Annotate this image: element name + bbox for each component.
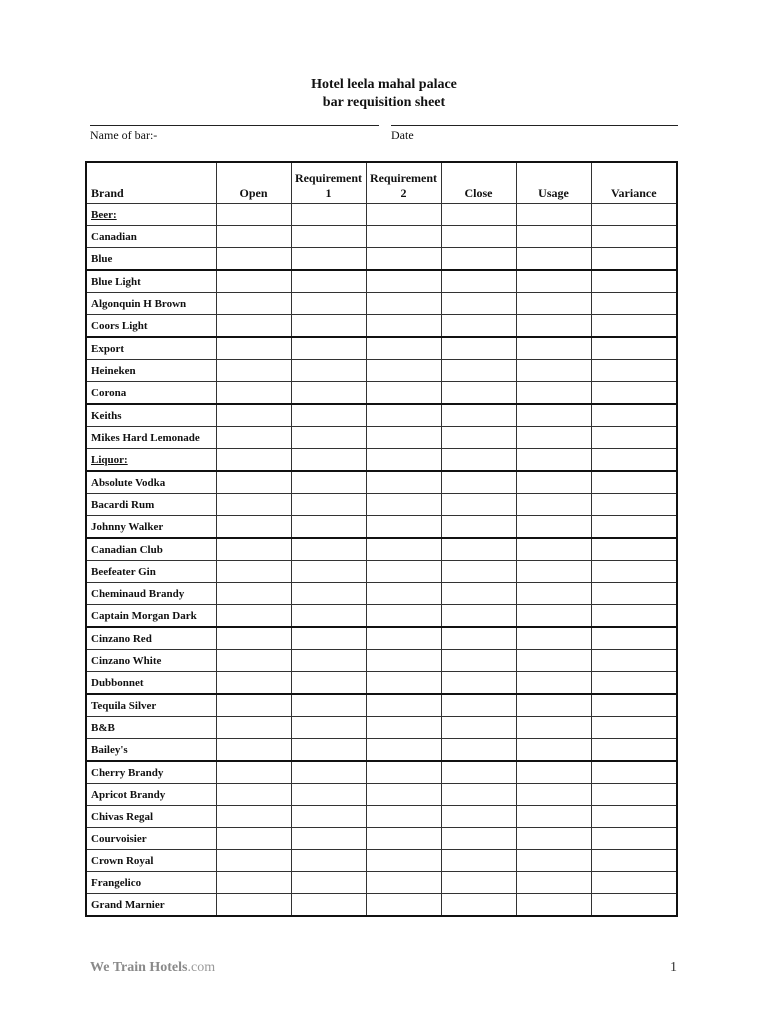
usage-cell xyxy=(516,650,591,672)
open-cell xyxy=(216,583,291,605)
open-cell xyxy=(216,404,291,427)
requirement-1-cell xyxy=(291,404,366,427)
requirement-2-cell xyxy=(366,449,441,472)
requirement-2-cell xyxy=(366,850,441,872)
bar-name-line xyxy=(90,125,379,126)
usage-cell xyxy=(516,739,591,762)
brand-cell: Frangelico xyxy=(86,872,216,894)
table-row xyxy=(86,494,677,516)
requirement-2-cell xyxy=(366,494,441,516)
requirement-1-cell xyxy=(291,650,366,672)
variance-cell xyxy=(591,806,677,828)
table-body xyxy=(86,204,677,917)
requirement-2-cell xyxy=(366,516,441,539)
open-cell xyxy=(216,204,291,226)
variance-cell xyxy=(591,315,677,338)
open-cell xyxy=(216,806,291,828)
brand-cell: Heineken xyxy=(86,360,216,382)
requirement-1-cell xyxy=(291,561,366,583)
requirement-2-cell xyxy=(366,739,441,762)
requirement-2-cell xyxy=(366,471,441,494)
table-row xyxy=(86,293,677,315)
requirement-2-cell xyxy=(366,248,441,271)
requirement-1-cell xyxy=(291,360,366,382)
table-row xyxy=(86,605,677,628)
open-cell xyxy=(216,761,291,784)
open-cell xyxy=(216,828,291,850)
usage-cell xyxy=(516,828,591,850)
col-usage-header: Usage xyxy=(516,162,591,204)
open-cell xyxy=(216,427,291,449)
requirement-1-cell xyxy=(291,583,366,605)
close-cell xyxy=(441,761,516,784)
close-cell xyxy=(441,315,516,338)
brand-cell: Johnny Walker xyxy=(86,516,216,539)
open-cell xyxy=(216,650,291,672)
close-cell xyxy=(441,494,516,516)
close-cell xyxy=(441,894,516,917)
usage-cell xyxy=(516,315,591,338)
brand-cell: Bailey's xyxy=(86,739,216,762)
usage-cell xyxy=(516,226,591,248)
usage-cell xyxy=(516,784,591,806)
open-cell xyxy=(216,226,291,248)
close-cell xyxy=(441,806,516,828)
usage-cell xyxy=(516,694,591,717)
page-number: 1 xyxy=(670,960,677,975)
usage-cell xyxy=(516,494,591,516)
requirement-1-cell xyxy=(291,872,366,894)
footer-brand-suffix: .com xyxy=(187,960,216,975)
close-cell xyxy=(441,672,516,695)
requirement-2-cell xyxy=(366,561,441,583)
col-requirement-2-header xyxy=(366,162,441,204)
brand-cell: Blue Light xyxy=(86,270,216,293)
requirement-1-cell xyxy=(291,806,366,828)
variance-cell xyxy=(591,494,677,516)
usage-cell xyxy=(516,806,591,828)
open-cell xyxy=(216,538,291,561)
table-row xyxy=(86,538,677,561)
variance-cell xyxy=(591,627,677,650)
variance-cell xyxy=(591,650,677,672)
table-row xyxy=(86,672,677,695)
variance-cell xyxy=(591,784,677,806)
close-cell xyxy=(441,337,516,360)
requirement-1-cell xyxy=(291,894,366,917)
requirement-1-cell xyxy=(291,627,366,650)
brand-cell: Apricot Brandy xyxy=(86,784,216,806)
open-cell xyxy=(216,894,291,917)
col-open-header: Open xyxy=(216,162,291,204)
table-row xyxy=(86,784,677,806)
brand-cell: Canadian xyxy=(86,226,216,248)
requirement-2-cell xyxy=(366,382,441,405)
footer-brand-name: We Train Hotels xyxy=(90,960,188,975)
brand-cell: Mikes Hard Lemonade xyxy=(86,427,216,449)
requirement-1-cell xyxy=(291,204,366,226)
requirement-1-cell xyxy=(291,315,366,338)
usage-cell xyxy=(516,561,591,583)
requirement-2-cell xyxy=(366,204,441,226)
requirement-1-cell xyxy=(291,427,366,449)
table-row xyxy=(86,650,677,672)
variance-cell xyxy=(591,739,677,762)
variance-cell xyxy=(591,717,677,739)
requirement-2-cell xyxy=(366,226,441,248)
usage-cell xyxy=(516,583,591,605)
requirement-1-cell xyxy=(291,538,366,561)
open-cell xyxy=(216,382,291,405)
brand-cell: B&B xyxy=(86,717,216,739)
table-row xyxy=(86,204,677,226)
requirement-1-cell xyxy=(291,471,366,494)
close-cell xyxy=(441,226,516,248)
date-label: Date xyxy=(391,128,414,142)
usage-cell xyxy=(516,204,591,226)
requirement-1-cell xyxy=(291,739,366,762)
document-title: Hotel leela mahal palace xyxy=(311,77,457,92)
variance-cell xyxy=(591,672,677,695)
usage-cell xyxy=(516,382,591,405)
table-row xyxy=(86,694,677,717)
brand-cell: Keiths xyxy=(86,404,216,427)
variance-cell xyxy=(591,561,677,583)
brand-cell: Beefeater Gin xyxy=(86,561,216,583)
close-cell xyxy=(441,627,516,650)
requirement-1-cell xyxy=(291,226,366,248)
brand-cell: Courvoisier xyxy=(86,828,216,850)
brand-cell: Blue xyxy=(86,248,216,271)
requirement-2-cell xyxy=(366,717,441,739)
requirement-2-cell xyxy=(366,337,441,360)
date-line xyxy=(391,125,678,126)
close-cell xyxy=(441,360,516,382)
requirement-1-cell xyxy=(291,337,366,360)
usage-cell xyxy=(516,672,591,695)
brand-cell: Cinzano Red xyxy=(86,627,216,650)
table-row xyxy=(86,717,677,739)
table-row xyxy=(86,894,677,917)
brand-cell: Crown Royal xyxy=(86,850,216,872)
variance-cell xyxy=(591,828,677,850)
variance-cell xyxy=(591,850,677,872)
variance-cell xyxy=(591,694,677,717)
variance-cell xyxy=(591,894,677,917)
open-cell xyxy=(216,850,291,872)
variance-cell xyxy=(591,761,677,784)
usage-cell xyxy=(516,248,591,271)
close-cell xyxy=(441,204,516,226)
table-row xyxy=(86,248,677,271)
table-row xyxy=(86,872,677,894)
brand-cell: Tequila Silver xyxy=(86,694,216,717)
requirement-2-cell xyxy=(366,583,441,605)
table-row xyxy=(86,449,677,472)
table-row xyxy=(86,382,677,405)
requirement-1-cell xyxy=(291,761,366,784)
open-cell xyxy=(216,293,291,315)
open-cell xyxy=(216,672,291,695)
table-row xyxy=(86,761,677,784)
table-row xyxy=(86,806,677,828)
table-row xyxy=(86,516,677,539)
close-cell xyxy=(441,382,516,405)
open-cell xyxy=(216,784,291,806)
requirement-2-cell xyxy=(366,784,441,806)
requirement-1-cell xyxy=(291,494,366,516)
variance-cell xyxy=(591,872,677,894)
close-cell xyxy=(441,427,516,449)
requirement-2-cell xyxy=(366,270,441,293)
requirement-1-cell xyxy=(291,828,366,850)
usage-cell xyxy=(516,270,591,293)
brand-cell: Coors Light xyxy=(86,315,216,338)
col-close-header: Close xyxy=(441,162,516,204)
variance-cell xyxy=(591,605,677,628)
usage-cell xyxy=(516,360,591,382)
variance-cell xyxy=(591,516,677,539)
table-row xyxy=(86,828,677,850)
brand-cell: Dubbonnet xyxy=(86,672,216,695)
open-cell xyxy=(216,248,291,271)
usage-cell xyxy=(516,337,591,360)
requirement-2-cell xyxy=(366,672,441,695)
close-cell xyxy=(441,270,516,293)
open-cell xyxy=(216,449,291,472)
requirement-2-cell xyxy=(366,427,441,449)
requirement-2-cell xyxy=(366,538,441,561)
usage-cell xyxy=(516,761,591,784)
brand-cell: Canadian Club xyxy=(86,538,216,561)
requirement-2-cell xyxy=(366,404,441,427)
req1-number: 1 xyxy=(325,186,332,200)
requirement-2-cell xyxy=(366,761,441,784)
variance-cell xyxy=(591,404,677,427)
req2-number: 2 xyxy=(400,186,407,200)
close-cell xyxy=(441,605,516,628)
table-row xyxy=(86,360,677,382)
usage-cell xyxy=(516,471,591,494)
usage-cell xyxy=(516,293,591,315)
requirement-1-cell xyxy=(291,605,366,628)
table-row xyxy=(86,404,677,427)
footer-brand xyxy=(90,960,215,976)
table-row xyxy=(86,583,677,605)
brand-cell: Grand Marnier xyxy=(86,894,216,917)
variance-cell xyxy=(591,337,677,360)
requirement-1-cell xyxy=(291,449,366,472)
open-cell xyxy=(216,270,291,293)
usage-cell xyxy=(516,538,591,561)
variance-cell xyxy=(591,248,677,271)
table-row xyxy=(86,561,677,583)
requirement-2-cell xyxy=(366,293,441,315)
requirement-1-cell xyxy=(291,516,366,539)
requirement-2-cell xyxy=(366,627,441,650)
table-row xyxy=(86,627,677,650)
open-cell xyxy=(216,694,291,717)
brand-cell: Captain Morgan Dark xyxy=(86,605,216,628)
requirement-1-cell xyxy=(291,850,366,872)
close-cell xyxy=(441,739,516,762)
table-row xyxy=(86,226,677,248)
usage-cell xyxy=(516,427,591,449)
brand-cell: Cherry Brandy xyxy=(86,761,216,784)
table-header-row xyxy=(86,162,677,204)
usage-cell xyxy=(516,850,591,872)
col-brand-header: Brand xyxy=(86,162,216,204)
close-cell xyxy=(441,850,516,872)
usage-cell xyxy=(516,449,591,472)
close-cell xyxy=(441,516,516,539)
requirement-1-cell xyxy=(291,672,366,695)
variance-cell xyxy=(591,382,677,405)
close-cell xyxy=(441,404,516,427)
section-label: Liquor: xyxy=(86,449,216,472)
brand-cell: Export xyxy=(86,337,216,360)
requisition-table xyxy=(85,161,678,917)
requirement-2-cell xyxy=(366,360,441,382)
col-requirement-1-header xyxy=(291,162,366,204)
open-cell xyxy=(216,315,291,338)
close-cell xyxy=(441,561,516,583)
close-cell xyxy=(441,248,516,271)
usage-cell xyxy=(516,872,591,894)
close-cell xyxy=(441,293,516,315)
requirement-1-cell xyxy=(291,694,366,717)
requirement-2-cell xyxy=(366,315,441,338)
open-cell xyxy=(216,561,291,583)
requirement-1-cell xyxy=(291,717,366,739)
requirement-2-cell xyxy=(366,806,441,828)
requirement-1-cell xyxy=(291,293,366,315)
open-cell xyxy=(216,471,291,494)
requirement-2-cell xyxy=(366,828,441,850)
requirement-1-cell xyxy=(291,382,366,405)
open-cell xyxy=(216,516,291,539)
brand-cell: Bacardi Rum xyxy=(86,494,216,516)
variance-cell xyxy=(591,427,677,449)
usage-cell xyxy=(516,404,591,427)
table-row xyxy=(86,427,677,449)
open-cell xyxy=(216,717,291,739)
open-cell xyxy=(216,627,291,650)
brand-cell: Corona xyxy=(86,382,216,405)
document-subtitle: bar requisition sheet xyxy=(322,95,446,110)
close-cell xyxy=(441,784,516,806)
bar-name-label: Name of bar:- xyxy=(90,128,158,142)
close-cell xyxy=(441,538,516,561)
variance-cell xyxy=(591,583,677,605)
table-row xyxy=(86,270,677,293)
usage-cell xyxy=(516,627,591,650)
table-row xyxy=(86,315,677,338)
open-cell xyxy=(216,360,291,382)
requirement-2-cell xyxy=(366,605,441,628)
variance-cell xyxy=(591,204,677,226)
variance-cell xyxy=(591,270,677,293)
requirement-1-cell xyxy=(291,270,366,293)
variance-cell xyxy=(591,226,677,248)
close-cell xyxy=(441,872,516,894)
req1-label: Requirement xyxy=(294,171,363,185)
open-cell xyxy=(216,739,291,762)
open-cell xyxy=(216,605,291,628)
requirement-2-cell xyxy=(366,650,441,672)
table-row xyxy=(86,337,677,360)
table-row xyxy=(86,471,677,494)
close-cell xyxy=(441,717,516,739)
usage-cell xyxy=(516,717,591,739)
open-cell xyxy=(216,337,291,360)
close-cell xyxy=(441,583,516,605)
requirement-2-cell xyxy=(366,694,441,717)
section-label: Beer: xyxy=(86,204,216,226)
requirement-2-cell xyxy=(366,894,441,917)
variance-cell xyxy=(591,360,677,382)
usage-cell xyxy=(516,894,591,917)
table-row xyxy=(86,850,677,872)
close-cell xyxy=(441,828,516,850)
table-row xyxy=(86,739,677,762)
requirement-2-cell xyxy=(366,872,441,894)
requirement-1-cell xyxy=(291,784,366,806)
close-cell xyxy=(441,449,516,472)
close-cell xyxy=(441,471,516,494)
variance-cell xyxy=(591,471,677,494)
requirement-1-cell xyxy=(291,248,366,271)
variance-cell xyxy=(591,293,677,315)
brand-cell: Algonquin H Brown xyxy=(86,293,216,315)
usage-cell xyxy=(516,516,591,539)
usage-cell xyxy=(516,605,591,628)
col-variance-header: Variance xyxy=(591,162,677,204)
brand-cell: Cinzano White xyxy=(86,650,216,672)
brand-cell: Chivas Regal xyxy=(86,806,216,828)
variance-cell xyxy=(591,538,677,561)
close-cell xyxy=(441,650,516,672)
variance-cell xyxy=(591,449,677,472)
open-cell xyxy=(216,494,291,516)
brand-cell: Absolute Vodka xyxy=(86,471,216,494)
brand-cell: Cheminaud Brandy xyxy=(86,583,216,605)
close-cell xyxy=(441,694,516,717)
req2-label: Requirement xyxy=(369,171,438,185)
open-cell xyxy=(216,872,291,894)
